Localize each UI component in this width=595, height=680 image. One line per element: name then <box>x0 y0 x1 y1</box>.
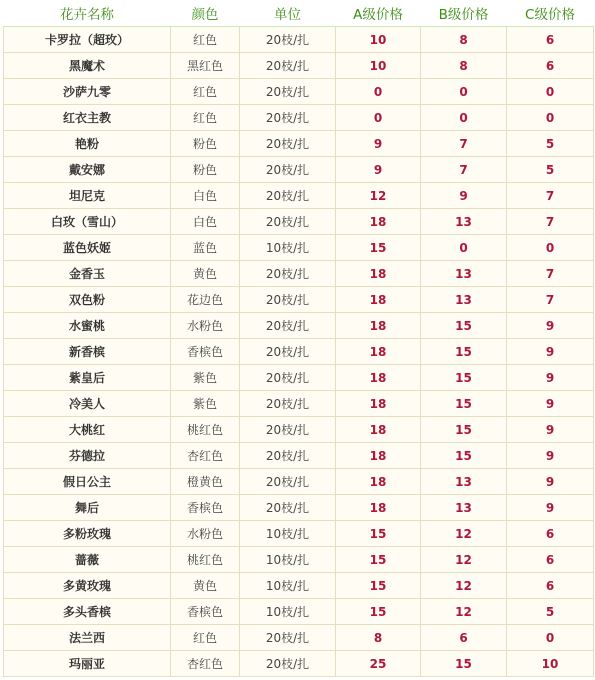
unit-cell: 20枝/扎 <box>240 469 336 495</box>
header-flower-name: 花卉名称 <box>4 0 171 27</box>
a-price-cell: 12 <box>336 183 421 209</box>
header-row <box>4 0 594 27</box>
a-price-cell: 18 <box>336 261 421 287</box>
a-price-cell: 9 <box>336 131 421 157</box>
b-price-cell: 13 <box>421 261 507 287</box>
flower-name-cell: 蓝色妖姬 <box>4 235 171 261</box>
color-cell: 白色 <box>171 209 240 235</box>
unit-cell: 20枝/扎 <box>240 157 336 183</box>
c-price-cell: 6 <box>507 53 594 79</box>
a-price-cell: 18 <box>336 495 421 521</box>
color-cell: 水粉色 <box>171 521 240 547</box>
flower-name-cell: 紫皇后 <box>4 365 171 391</box>
b-price-cell: 15 <box>421 443 507 469</box>
table-row <box>4 235 594 261</box>
a-price-cell: 10 <box>336 53 421 79</box>
c-price-cell: 9 <box>507 417 594 443</box>
b-price-cell: 12 <box>421 547 507 573</box>
color-cell: 蓝色 <box>171 235 240 261</box>
header-c-price: C级价格 <box>507 0 594 27</box>
a-price-cell: 18 <box>336 287 421 313</box>
c-price-cell: 7 <box>507 209 594 235</box>
a-price-cell: 9 <box>336 157 421 183</box>
b-price-cell: 0 <box>421 79 507 105</box>
color-cell: 红色 <box>171 27 240 53</box>
flower-name-cell: 水蜜桃 <box>4 313 171 339</box>
flower-name-cell: 法兰西 <box>4 625 171 651</box>
color-cell: 水粉色 <box>171 313 240 339</box>
b-price-cell: 12 <box>421 599 507 625</box>
unit-cell: 20枝/扎 <box>240 79 336 105</box>
color-cell: 红色 <box>171 105 240 131</box>
a-price-cell: 18 <box>336 209 421 235</box>
c-price-cell: 7 <box>507 261 594 287</box>
c-price-cell: 9 <box>507 391 594 417</box>
table-row <box>4 391 594 417</box>
unit-cell: 10枝/扎 <box>240 235 336 261</box>
flower-name-cell: 双色粉 <box>4 287 171 313</box>
color-cell: 杏红色 <box>171 651 240 677</box>
b-price-cell: 15 <box>421 391 507 417</box>
color-cell: 黑红色 <box>171 53 240 79</box>
unit-cell: 10枝/扎 <box>240 599 336 625</box>
unit-cell: 20枝/扎 <box>240 339 336 365</box>
unit-cell: 20枝/扎 <box>240 443 336 469</box>
b-price-cell: 8 <box>421 27 507 53</box>
flower-name-cell: 多头香槟 <box>4 599 171 625</box>
header-a-price: A级价格 <box>336 0 421 27</box>
flower-name-cell: 卡罗拉（超玫） <box>4 27 171 53</box>
table-row <box>4 131 594 157</box>
a-price-cell: 18 <box>336 313 421 339</box>
color-cell: 橙黄色 <box>171 469 240 495</box>
flower-name-cell: 舞后 <box>4 495 171 521</box>
color-cell: 香槟色 <box>171 339 240 365</box>
a-price-cell: 15 <box>336 235 421 261</box>
c-price-cell: 7 <box>507 183 594 209</box>
flower-name-cell: 沙萨九零 <box>4 79 171 105</box>
b-price-cell: 9 <box>421 183 507 209</box>
color-cell: 紫色 <box>171 365 240 391</box>
c-price-cell: 6 <box>507 573 594 599</box>
unit-cell: 20枝/扎 <box>240 105 336 131</box>
table-row <box>4 157 594 183</box>
a-price-cell: 18 <box>336 417 421 443</box>
unit-cell: 20枝/扎 <box>240 651 336 677</box>
unit-cell: 10枝/扎 <box>240 573 336 599</box>
table-row <box>4 79 594 105</box>
b-price-cell: 12 <box>421 573 507 599</box>
unit-cell: 20枝/扎 <box>240 209 336 235</box>
flower-name-cell: 大桃红 <box>4 417 171 443</box>
c-price-cell: 5 <box>507 131 594 157</box>
b-price-cell: 7 <box>421 157 507 183</box>
table-row <box>4 495 594 521</box>
table-row <box>4 417 594 443</box>
table-row <box>4 339 594 365</box>
unit-cell: 20枝/扎 <box>240 313 336 339</box>
a-price-cell: 18 <box>336 391 421 417</box>
b-price-cell: 8 <box>421 53 507 79</box>
unit-cell: 20枝/扎 <box>240 131 336 157</box>
unit-cell: 10枝/扎 <box>240 547 336 573</box>
c-price-cell: 6 <box>507 27 594 53</box>
unit-cell: 20枝/扎 <box>240 625 336 651</box>
a-price-cell: 15 <box>336 573 421 599</box>
a-price-cell: 15 <box>336 599 421 625</box>
flower-name-cell: 坦尼克 <box>4 183 171 209</box>
a-price-cell: 0 <box>336 79 421 105</box>
unit-cell: 10枝/扎 <box>240 521 336 547</box>
c-price-cell: 5 <box>507 599 594 625</box>
unit-cell: 20枝/扎 <box>240 287 336 313</box>
table-row <box>4 209 594 235</box>
b-price-cell: 13 <box>421 469 507 495</box>
header-unit: 单位 <box>240 0 336 27</box>
c-price-cell: 5 <box>507 157 594 183</box>
c-price-cell: 0 <box>507 79 594 105</box>
table-row <box>4 573 594 599</box>
b-price-cell: 0 <box>421 105 507 131</box>
a-price-cell: 10 <box>336 27 421 53</box>
color-cell: 桃红色 <box>171 417 240 443</box>
flower-name-cell: 假日公主 <box>4 469 171 495</box>
flower-name-cell: 多粉玫瑰 <box>4 521 171 547</box>
flower-name-cell: 芬德拉 <box>4 443 171 469</box>
unit-cell: 20枝/扎 <box>240 27 336 53</box>
flower-name-cell: 白玫（雪山） <box>4 209 171 235</box>
unit-cell: 20枝/扎 <box>240 417 336 443</box>
b-price-cell: 0 <box>421 235 507 261</box>
b-price-cell: 15 <box>421 365 507 391</box>
flower-name-cell: 金香玉 <box>4 261 171 287</box>
b-price-cell: 12 <box>421 521 507 547</box>
c-price-cell: 6 <box>507 521 594 547</box>
b-price-cell: 6 <box>421 625 507 651</box>
c-price-cell: 9 <box>507 469 594 495</box>
unit-cell: 20枝/扎 <box>240 183 336 209</box>
flower-name-cell: 冷美人 <box>4 391 171 417</box>
table-row <box>4 287 594 313</box>
table-row <box>4 469 594 495</box>
table-row <box>4 183 594 209</box>
c-price-cell: 0 <box>507 625 594 651</box>
flower-name-cell: 新香槟 <box>4 339 171 365</box>
unit-cell: 20枝/扎 <box>240 53 336 79</box>
b-price-cell: 13 <box>421 209 507 235</box>
b-price-cell: 7 <box>421 131 507 157</box>
a-price-cell: 0 <box>336 105 421 131</box>
c-price-cell: 9 <box>507 495 594 521</box>
unit-cell: 20枝/扎 <box>240 391 336 417</box>
table-row <box>4 547 594 573</box>
flower-name-cell: 蔷薇 <box>4 547 171 573</box>
b-price-cell: 15 <box>421 417 507 443</box>
color-cell: 香槟色 <box>171 599 240 625</box>
table-row <box>4 27 594 53</box>
b-price-cell: 15 <box>421 339 507 365</box>
a-price-cell: 18 <box>336 469 421 495</box>
header-b-price: B级价格 <box>421 0 507 27</box>
a-price-cell: 15 <box>336 547 421 573</box>
table-row <box>4 313 594 339</box>
c-price-cell: 0 <box>507 235 594 261</box>
table-header <box>4 0 594 27</box>
c-price-cell: 0 <box>507 105 594 131</box>
color-cell: 黄色 <box>171 261 240 287</box>
b-price-cell: 15 <box>421 651 507 677</box>
header-color: 颜色 <box>171 0 240 27</box>
unit-cell: 20枝/扎 <box>240 365 336 391</box>
unit-cell: 20枝/扎 <box>240 495 336 521</box>
c-price-cell: 9 <box>507 339 594 365</box>
flower-price-table <box>3 0 594 677</box>
flower-name-cell: 黑魔术 <box>4 53 171 79</box>
a-price-cell: 8 <box>336 625 421 651</box>
table-row <box>4 105 594 131</box>
b-price-cell: 13 <box>421 495 507 521</box>
table-row <box>4 53 594 79</box>
flower-name-cell: 艳粉 <box>4 131 171 157</box>
flower-name-cell: 戴安娜 <box>4 157 171 183</box>
a-price-cell: 18 <box>336 443 421 469</box>
color-cell: 白色 <box>171 183 240 209</box>
color-cell: 花边色 <box>171 287 240 313</box>
a-price-cell: 18 <box>336 339 421 365</box>
table-row <box>4 443 594 469</box>
b-price-cell: 15 <box>421 313 507 339</box>
unit-cell: 20枝/扎 <box>240 261 336 287</box>
color-cell: 粉色 <box>171 131 240 157</box>
flower-name-cell: 红衣主教 <box>4 105 171 131</box>
color-cell: 粉色 <box>171 157 240 183</box>
c-price-cell: 9 <box>507 365 594 391</box>
c-price-cell: 10 <box>507 651 594 677</box>
table-row <box>4 599 594 625</box>
a-price-cell: 18 <box>336 365 421 391</box>
color-cell: 桃红色 <box>171 547 240 573</box>
color-cell: 杏红色 <box>171 443 240 469</box>
table-row <box>4 261 594 287</box>
flower-name-cell: 多黄玫瑰 <box>4 573 171 599</box>
table-body <box>4 27 594 677</box>
c-price-cell: 9 <box>507 443 594 469</box>
c-price-cell: 6 <box>507 547 594 573</box>
color-cell: 紫色 <box>171 391 240 417</box>
table-row <box>4 521 594 547</box>
c-price-cell: 7 <box>507 287 594 313</box>
color-cell: 香槟色 <box>171 495 240 521</box>
color-cell: 黄色 <box>171 573 240 599</box>
b-price-cell: 13 <box>421 287 507 313</box>
table-row <box>4 625 594 651</box>
color-cell: 红色 <box>171 79 240 105</box>
flower-name-cell: 玛丽亚 <box>4 651 171 677</box>
color-cell: 红色 <box>171 625 240 651</box>
c-price-cell: 9 <box>507 313 594 339</box>
table-row <box>4 365 594 391</box>
table-row <box>4 651 594 677</box>
a-price-cell: 25 <box>336 651 421 677</box>
a-price-cell: 15 <box>336 521 421 547</box>
